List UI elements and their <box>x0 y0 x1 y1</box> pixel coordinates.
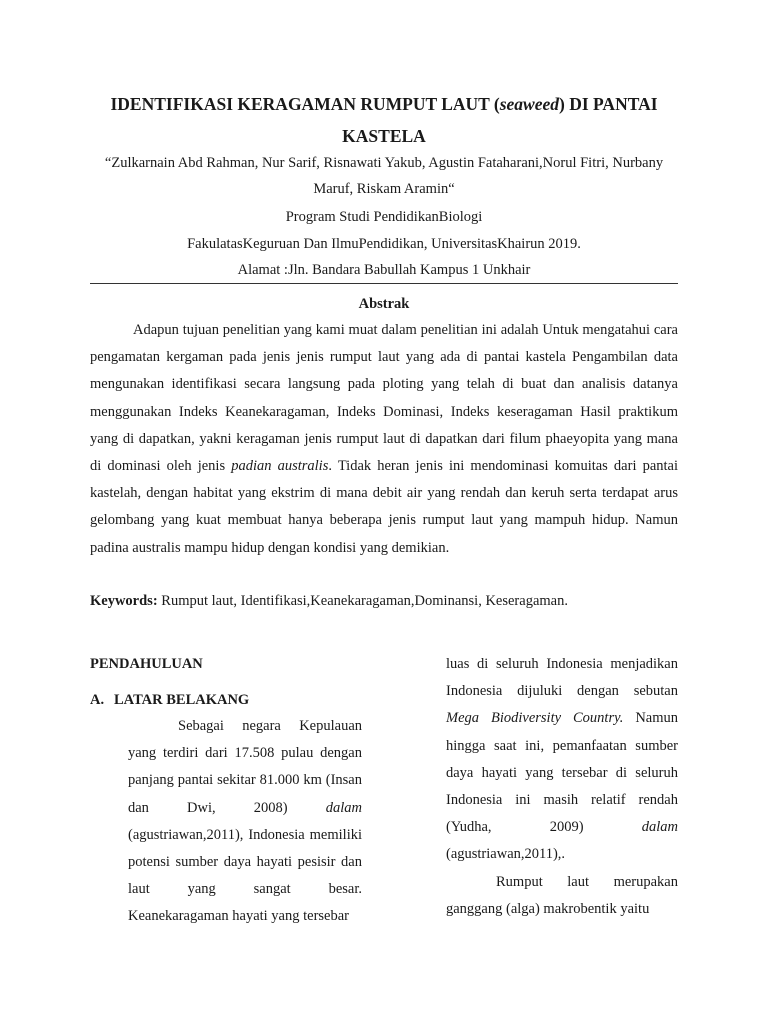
authors-line: “Zulkarnain Abd Rahman, Nur Sarif, Risnawati Yakub, Agustin Fataharani,Norul Fitri, Nurbany Maruf, Riskam Aramin“ <box>104 155 664 197</box>
address-line: Alamat :Jln. Bandara Babullah Kampus 1 Unkhair <box>237 262 531 278</box>
subsection-heading <box>90 687 249 713</box>
title-text-end: ) DI PANTAI KASTELA <box>342 94 658 146</box>
paper-title <box>90 88 678 152</box>
right-p1-text-end: (agustriawan,2011),. <box>446 846 566 863</box>
right-column <box>446 651 678 923</box>
left-column-paragraph <box>128 713 362 931</box>
header-divider <box>90 283 678 284</box>
left-column-italic-word: dalam <box>325 799 362 816</box>
faculty-line: FakulatasKeguruan Dan IlmuPendidikan, UniversitasKhairun 2019. <box>187 236 581 252</box>
abstract-text-start: Adapun tujuan penelitian yang kami muat dalam penelitian ini adalah Untuk mengatahui cara pengamatan kergaman pada jenis jenis rumput laut yang ada di pantai kastela Pengambilan data mengunakan identifikasi secara langsung pada ploting yang telah di buat dan analisis datanya menggunakan Indeks Keanekaragaman, Indeks Dominasi, Indeks keseragaman Hasil praktikum yang di dapatkan, yakni keragaman jenis rumput laut di dapatkan dari filum phaeyopita yang mana di dominasi oleh jenis <box>90 322 678 475</box>
abstract-heading: Abstrak <box>358 296 410 312</box>
right-p1-text-start: luas di seluruh Indonesia menjadikan Indonesia dijuluki dengan sebutan <box>446 656 678 700</box>
program-line: Program Studi PendidikanBiologi <box>285 209 483 225</box>
keywords-label: Keywords: <box>90 593 158 609</box>
right-p1-italic-word: dalam <box>641 819 678 836</box>
keywords-list: Rumput laut, Identifikasi,Keanekaragaman,Dominansi, Keseragaman. <box>157 593 568 609</box>
right-p1-italic-phrase: Mega Biodiversity Country. <box>446 710 624 727</box>
subsection-title: LATAR BELAKANG <box>114 692 250 708</box>
left-column-text-end: (agustriawan,2011), Indonesia memiliki potensi sumber daya hayati pesisir dan laut yang sangat besar. Keanekaragaman hayati yang tersebar <box>128 826 362 925</box>
subsection-number: A. <box>90 692 105 708</box>
section-heading-introduction: PENDAHULUAN <box>90 656 203 672</box>
left-column-text-start: Sebagai negara Kepulauan yang terdiri dari 17.508 pulau dengan panjang pantai sekitar 81.000 km (Insan dan Dwi, 2008) <box>128 718 362 816</box>
abstract-body <box>90 317 678 562</box>
right-column-paragraph-1 <box>446 651 678 869</box>
title-italic-term: seaweed <box>499 94 560 114</box>
right-p1-text-middle: Namun hingga saat ini, pemanfaatan sumber daya hayati yang tersebar di seluruh Indonesia ini masih relatif rendah (Yudha, 2009) <box>446 710 679 836</box>
title-text-start: IDENTIFIKASI KERAGAMAN RUMPUT LAUT ( <box>110 94 500 114</box>
abstract-text-end: . Tidak heran jenis ini mendominasi komuitas dari pantai kastelah, dengan habitat yang ekstrim di mana debit air yang rendah dan keruh serta terdapat arus gelombang yang kuat membuat hanya beberapa jenis rumput laut yang mampuh hidup. Namun padina australis mampu hidup dengan kondisi yang demikian. <box>90 458 678 556</box>
abstract-species-name: padian australis <box>231 458 329 475</box>
keywords-line <box>90 588 678 614</box>
right-column-paragraph-2: Rumput laut merupakan ganggang (alga) makrobentik yaitu <box>446 873 678 917</box>
